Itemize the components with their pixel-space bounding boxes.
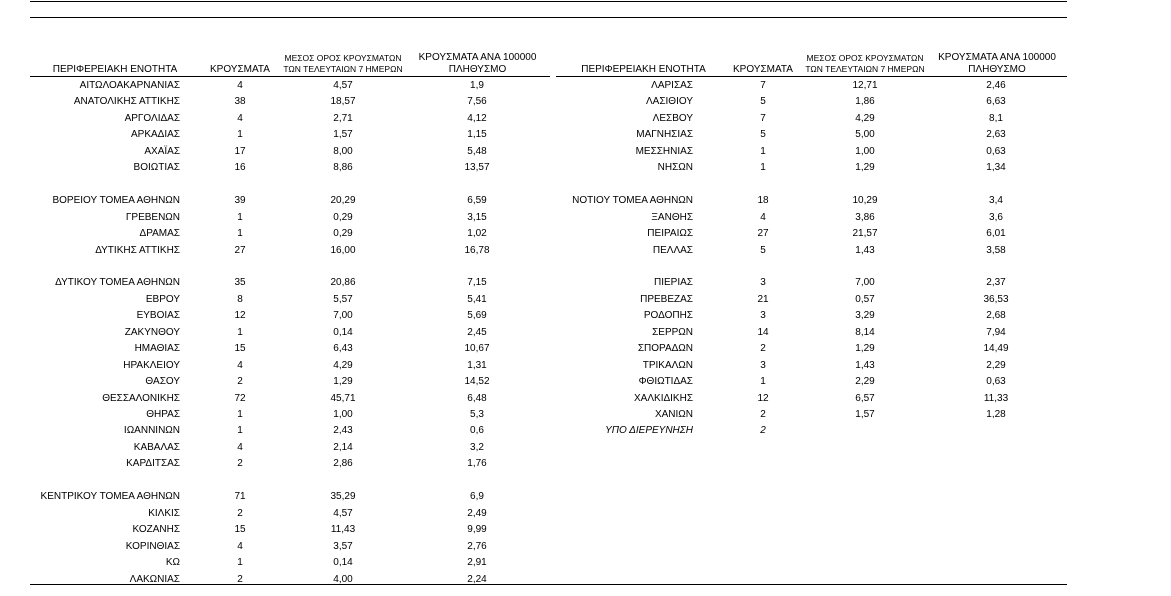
cell-region: ΠΡΕΒΕΖΑΣ bbox=[640, 293, 693, 305]
cell-avg: 2,71 bbox=[333, 112, 353, 124]
cell-cases: 1 bbox=[237, 409, 243, 420]
cell-avg: 0,57 bbox=[855, 293, 875, 305]
cell-avg: 1,00 bbox=[855, 145, 875, 157]
cell-region: ΛΑΚΩΝΙΑΣ bbox=[129, 573, 180, 585]
cell-per100k: 1,28 bbox=[986, 409, 1006, 420]
cell-region: ΝΟΤΙΟΥ ΤΟΜΕΑ ΑΘΗΝΩΝ bbox=[572, 195, 693, 207]
cell-cases: 27 bbox=[234, 244, 246, 256]
cell-per100k: 4,12 bbox=[467, 112, 487, 124]
cell-avg: 18,57 bbox=[330, 96, 356, 108]
cell-cases: 12 bbox=[234, 310, 246, 322]
cell-per100k: 9,99 bbox=[467, 524, 487, 536]
cell-avg: 45,71 bbox=[330, 392, 356, 404]
cell-per100k: 5,41 bbox=[467, 293, 487, 305]
cell-cases: 3 bbox=[760, 359, 766, 371]
cell-per100k: 0,6 bbox=[470, 425, 484, 437]
cell-cases: 38 bbox=[234, 96, 246, 108]
cell-avg: 2,86 bbox=[333, 458, 353, 470]
cell-avg: 1,29 bbox=[855, 343, 875, 355]
cell-avg: 2,43 bbox=[333, 425, 353, 437]
cell-per100k bbox=[956, 177, 1036, 194]
cell-per100k: 1,34 bbox=[986, 162, 1006, 174]
cell-region: ΑΝΑΤΟΛΙΚΗΣ ΑΤΤΙΚΗΣ bbox=[73, 96, 180, 108]
cell-per100k: 6,59 bbox=[467, 195, 487, 207]
cell-cases: 7 bbox=[760, 112, 766, 124]
cell-avg: 8,14 bbox=[855, 326, 875, 338]
cell-region: ΑΡΚΑΔΙΑΣ bbox=[131, 129, 180, 141]
cell-region bbox=[556, 177, 693, 194]
header-avg-line1-right: ΜΕΣΟΣ ΟΡΟΣ ΚΡΟΥΣΜΑΤΩΝ bbox=[806, 53, 924, 63]
cell-avg: 0,14 bbox=[333, 557, 353, 569]
cell-cases: 4 bbox=[237, 359, 243, 371]
cell-avg: 0,29 bbox=[333, 228, 353, 240]
cell-cases: 2 bbox=[760, 343, 766, 355]
cell-cases: 72 bbox=[234, 392, 246, 404]
cell-per100k: 2,63 bbox=[986, 129, 1006, 141]
right-header-rule bbox=[556, 76, 1067, 77]
cell-per100k: 1,02 bbox=[467, 228, 487, 240]
header-avg-line2-right: ΤΩΝ ΤΕΛΕΥΤΑΙΩΝ 7 ΗΜΕΡΩΝ bbox=[805, 64, 925, 74]
cell-cases: 1 bbox=[237, 228, 243, 240]
header-per100k-line2-right: ΠΛΗΘΥΣΜΟ bbox=[968, 64, 1026, 75]
cell-region bbox=[30, 259, 180, 276]
cell-region: ΒΟΡΕΙΟΥ ΤΟΜΕΑ ΑΘΗΝΩΝ bbox=[52, 195, 180, 207]
cell-per100k: 2,68 bbox=[986, 310, 1006, 322]
top-rule-1 bbox=[30, 1, 1067, 2]
cell-region: ΛΕΣΒΟΥ bbox=[652, 112, 693, 124]
cell-region: ΔΥΤΙΚΟΥ ΤΟΜΕΑ ΑΘΗΝΩΝ bbox=[55, 277, 180, 289]
cell-region: ΔΥΤΙΚΗΣ ΑΤΤΙΚΗΣ bbox=[95, 244, 180, 256]
cell-per100k: 1,31 bbox=[467, 359, 487, 371]
cell-avg: 4,57 bbox=[333, 80, 353, 91]
cell-cases: 12 bbox=[757, 392, 769, 404]
cell-region: ΚΑΒΑΛΑΣ bbox=[133, 441, 180, 453]
cell-avg: 4,29 bbox=[333, 359, 353, 371]
cell-avg: 2,29 bbox=[855, 376, 875, 388]
cell-cases: 2 bbox=[237, 376, 243, 388]
header-cases: ΚΡΟΥΣΜΑΤΑ bbox=[210, 64, 270, 75]
cell-region: ΠΙΕΡΙΑΣ bbox=[654, 277, 693, 289]
cell-cases: 1 bbox=[237, 129, 243, 141]
cell-per100k: 1,15 bbox=[467, 129, 487, 141]
cell-avg: 8,86 bbox=[333, 162, 353, 174]
cell-region: ΑΙΤΩΛΟΑΚΑΡΝΑΝΙΑΣ bbox=[79, 80, 180, 91]
cell-cases: 4 bbox=[760, 211, 766, 223]
cell-per100k: 6,01 bbox=[986, 228, 1006, 240]
cell-region: ΑΡΓΟΛΙΔΑΣ bbox=[124, 112, 180, 124]
cell-per100k: 5,48 bbox=[467, 145, 487, 157]
cell-per100k: 3,15 bbox=[467, 211, 487, 223]
cell-cases: 2 bbox=[237, 573, 243, 585]
cell-avg: 11,43 bbox=[330, 524, 356, 536]
cell-per100k: 7,15 bbox=[467, 277, 487, 289]
cell-cases: 1 bbox=[760, 162, 766, 174]
cell-per100k: 7,94 bbox=[986, 326, 1006, 338]
cell-avg: 3,57 bbox=[333, 540, 353, 552]
cell-per100k: 2,45 bbox=[467, 326, 487, 338]
cell-cases: 1 bbox=[237, 425, 243, 437]
cell-avg: 4,29 bbox=[855, 112, 875, 124]
cell-per100k: 36,53 bbox=[983, 293, 1009, 305]
cell-per100k bbox=[956, 259, 1036, 276]
cell-per100k: 7,56 bbox=[467, 96, 487, 108]
cell-cases bbox=[210, 473, 270, 490]
cell-per100k: 2,29 bbox=[986, 359, 1006, 371]
cell-cases: 5 bbox=[760, 96, 766, 108]
cell-avg: 1,57 bbox=[333, 129, 353, 141]
cell-avg bbox=[303, 259, 383, 276]
cell-region: ΓΡΕΒΕΝΩΝ bbox=[125, 211, 180, 223]
cell-per100k: 13,57 bbox=[464, 162, 490, 174]
cell-avg: 4,00 bbox=[333, 573, 353, 585]
cell-per100k: 11,33 bbox=[983, 392, 1009, 404]
cell-region: ΥΠΟ ΔΙΕΡΕΥΝΗΣΗ bbox=[605, 425, 693, 437]
cell-cases bbox=[210, 259, 270, 276]
cell-region: ΣΠΟΡΑΔΩΝ bbox=[637, 343, 693, 355]
cell-region: ΠΕΛΛΑΣ bbox=[652, 244, 693, 256]
cell-per100k: 1,76 bbox=[467, 458, 487, 470]
cell-per100k: 0,63 bbox=[986, 376, 1006, 388]
cell-cases: 1 bbox=[237, 211, 243, 223]
cell-region: ΚΑΡΔΙΤΣΑΣ bbox=[126, 458, 180, 470]
cell-cases: 4 bbox=[237, 540, 243, 552]
cell-region: ΚΙΛΚΙΣ bbox=[148, 507, 180, 519]
cell-avg: 5,57 bbox=[333, 293, 353, 305]
cell-cases: 71 bbox=[234, 491, 246, 503]
cell-region: ΠΕΙΡΑΙΩΣ bbox=[647, 228, 693, 240]
cell-per100k: 3,6 bbox=[989, 211, 1003, 223]
cell-per100k: 6,63 bbox=[986, 96, 1006, 108]
cell-avg: 1,29 bbox=[855, 162, 875, 174]
cell-region: ΕΥΒΟΙΑΣ bbox=[136, 310, 180, 322]
cell-region: ΧΑΝΙΩΝ bbox=[654, 409, 693, 420]
cell-cases: 4 bbox=[237, 441, 243, 453]
cell-cases: 35 bbox=[234, 277, 246, 289]
cell-avg bbox=[825, 177, 905, 194]
cell-cases: 3 bbox=[760, 310, 766, 322]
cell-avg: 20,86 bbox=[330, 277, 356, 289]
header-region: ΠΕΡΙΦΕΡΕΙΑΚΗ ΕΝΟΤΗΤΑ bbox=[52, 64, 178, 75]
cell-region: ΒΟΙΩΤΙΑΣ bbox=[133, 162, 180, 174]
header-per100k-line1-right: ΚΡΟΥΣΜΑΤΑ ΑΝΑ 100000 bbox=[938, 52, 1056, 63]
cell-per100k: 2,49 bbox=[467, 507, 487, 519]
cell-avg: 7,00 bbox=[333, 310, 353, 322]
header-avg-line1: ΜΕΣΟΣ ΟΡΟΣ ΚΡΟΥΣΜΑΤΩΝ bbox=[284, 53, 402, 63]
cell-per100k: 2,37 bbox=[986, 277, 1006, 289]
cell-per100k: 0,63 bbox=[986, 145, 1006, 157]
cell-region: ΣΕΡΡΩΝ bbox=[652, 326, 693, 338]
cell-per100k: 2,76 bbox=[467, 540, 487, 552]
cell-cases: 21 bbox=[757, 293, 769, 305]
cell-cases bbox=[733, 177, 793, 194]
cell-per100k: 2,91 bbox=[467, 557, 487, 569]
cell-cases bbox=[210, 177, 270, 194]
cell-region: ΡΟΔΟΠΗΣ bbox=[643, 310, 693, 322]
cell-cases: 15 bbox=[234, 524, 246, 536]
cell-region bbox=[30, 177, 180, 194]
cell-cases: 2 bbox=[760, 409, 766, 420]
cell-region bbox=[556, 259, 693, 276]
cell-avg: 2,14 bbox=[333, 441, 353, 453]
cell-per100k: 2,24 bbox=[467, 573, 487, 585]
cell-cases: 1 bbox=[237, 326, 243, 338]
cell-region: ΚΟΖΑΝΗΣ bbox=[132, 524, 180, 536]
cell-region: ΘΗΡΑΣ bbox=[146, 409, 180, 420]
cell-cases: 5 bbox=[760, 129, 766, 141]
header-region-right: ΠΕΡΙΦΕΡΕΙΑΚΗ ΕΝΟΤΗΤΑ bbox=[581, 64, 706, 75]
top-rule-2 bbox=[30, 17, 1067, 18]
cell-avg: 0,14 bbox=[333, 326, 353, 338]
cell-region: ΙΩΑΝΝΙΝΩΝ bbox=[123, 425, 180, 437]
cell-per100k: 6,48 bbox=[467, 392, 487, 404]
cell-per100k: 10,67 bbox=[464, 343, 490, 355]
cell-avg: 12,71 bbox=[852, 80, 878, 91]
cell-avg: 16,00 bbox=[330, 244, 356, 256]
cell-avg: 1,43 bbox=[855, 244, 875, 256]
cell-avg: 7,00 bbox=[855, 277, 875, 289]
cell-per100k bbox=[956, 423, 1036, 440]
cell-per100k: 3,58 bbox=[986, 244, 1006, 256]
cell-region: ΑΧΑΪΑΣ bbox=[144, 145, 180, 157]
bottom-rule bbox=[30, 584, 1067, 585]
cell-avg: 1,86 bbox=[855, 96, 875, 108]
cell-per100k bbox=[437, 473, 517, 490]
cell-region: ΛΑΡΙΣΑΣ bbox=[651, 80, 693, 91]
header-avg-line2: ΤΩΝ ΤΕΛΕΥΤΑΙΩΝ 7 ΗΜΕΡΩΝ bbox=[283, 64, 403, 74]
cell-cases: 8 bbox=[237, 293, 243, 305]
cell-cases: 27 bbox=[757, 228, 769, 240]
cell-cases: 39 bbox=[234, 195, 246, 207]
cell-region: ΘΑΣΟΥ bbox=[145, 376, 180, 388]
cell-region: ΜΕΣΣΗΝΙΑΣ bbox=[635, 145, 693, 157]
cell-cases bbox=[733, 259, 793, 276]
cell-per100k: 3,2 bbox=[470, 441, 484, 453]
cell-region: ΧΑΛΚΙΔΙΚΗΣ bbox=[634, 392, 693, 404]
cell-per100k bbox=[437, 259, 517, 276]
cell-per100k: 14,52 bbox=[464, 376, 490, 388]
cell-region: ΤΡΙΚΑΛΩΝ bbox=[642, 359, 693, 371]
cell-avg: 21,57 bbox=[852, 228, 878, 240]
cell-region: ΛΑΣΙΘΙΟΥ bbox=[646, 96, 693, 108]
cell-avg: 3,86 bbox=[855, 211, 875, 223]
cell-region: ΦΘΙΩΤΙΔΑΣ bbox=[638, 376, 693, 388]
cell-cases: 17 bbox=[234, 145, 246, 157]
cell-avg: 6,57 bbox=[855, 392, 875, 404]
cell-avg: 3,29 bbox=[855, 310, 875, 322]
cell-region: ΚΩ bbox=[165, 557, 180, 569]
cell-cases: 18 bbox=[757, 195, 769, 207]
cell-avg: 4,57 bbox=[333, 507, 353, 519]
cell-avg: 10,29 bbox=[852, 195, 878, 207]
cell-cases: 2 bbox=[760, 425, 766, 437]
cell-cases: 14 bbox=[757, 326, 769, 338]
cell-region: ΞΑΝΘΗΣ bbox=[651, 211, 693, 223]
header-per100k-line1: ΚΡΟΥΣΜΑΤΑ ΑΝΑ 100000 bbox=[418, 52, 537, 63]
cell-avg bbox=[303, 473, 383, 490]
cell-avg: 6,43 bbox=[333, 343, 353, 355]
cell-cases: 2 bbox=[237, 458, 243, 470]
cell-region bbox=[30, 473, 180, 490]
cell-avg bbox=[303, 177, 383, 194]
header-per100k-line2: ΠΛΗΘΥΣΜΟ bbox=[448, 64, 507, 75]
cell-cases: 15 bbox=[234, 343, 246, 355]
cell-cases: 2 bbox=[237, 507, 243, 519]
cell-per100k: 14,49 bbox=[983, 343, 1009, 355]
left-header-rule bbox=[30, 76, 550, 77]
cell-region: ΔΡΑΜΑΣ bbox=[139, 228, 180, 240]
cell-cases: 4 bbox=[237, 112, 243, 124]
cell-cases: 1 bbox=[760, 145, 766, 157]
cell-avg: 35,29 bbox=[330, 491, 356, 503]
cell-cases: 16 bbox=[234, 162, 246, 174]
cell-cases: 1 bbox=[760, 376, 766, 388]
cell-avg: 1,43 bbox=[855, 359, 875, 371]
cell-cases: 5 bbox=[760, 244, 766, 256]
cell-avg: 20,29 bbox=[330, 195, 356, 207]
cell-region: ΖΑΚΥΝΘΟΥ bbox=[124, 326, 180, 338]
cell-cases: 4 bbox=[237, 80, 243, 91]
cell-per100k bbox=[437, 177, 517, 194]
cell-region: ΜΑΓΝΗΣΙΑΣ bbox=[636, 129, 693, 141]
cell-avg: 1,00 bbox=[333, 409, 353, 420]
cell-per100k: 5,69 bbox=[467, 310, 487, 322]
cell-avg: 1,57 bbox=[855, 409, 875, 420]
cell-region: ΗΜΑΘΙΑΣ bbox=[134, 343, 180, 355]
cell-region: ΚΟΡΙΝΘΙΑΣ bbox=[125, 540, 180, 552]
cell-avg bbox=[825, 259, 905, 276]
cell-cases: 7 bbox=[760, 80, 766, 91]
cell-per100k: 16,78 bbox=[464, 244, 490, 256]
cell-cases: 1 bbox=[237, 557, 243, 569]
cell-cases: 3 bbox=[760, 277, 766, 289]
cell-avg bbox=[825, 423, 905, 440]
cell-region: ΗΡΑΚΛΕΙΟΥ bbox=[123, 359, 180, 371]
cell-per100k: 2,46 bbox=[986, 80, 1006, 91]
cell-avg: 8,00 bbox=[333, 145, 353, 157]
cell-avg: 1,29 bbox=[333, 376, 353, 388]
cell-per100k: 6,9 bbox=[470, 491, 484, 503]
cell-per100k: 8,1 bbox=[989, 112, 1003, 124]
cell-region: ΚΕΝΤΡΙΚΟΥ ΤΟΜΕΑ ΑΘΗΝΩΝ bbox=[40, 491, 180, 503]
header-cases-right: ΚΡΟΥΣΜΑΤΑ bbox=[733, 64, 793, 75]
cell-avg: 0,29 bbox=[333, 211, 353, 223]
cell-per100k: 1,9 bbox=[470, 80, 484, 91]
cell-per100k: 5,3 bbox=[470, 409, 484, 420]
cell-region: ΘΕΣΣΑΛΟΝΙΚΗΣ bbox=[102, 392, 180, 404]
cell-region: ΝΗΣΩΝ bbox=[657, 162, 693, 174]
cell-region: ΕΒΡΟΥ bbox=[145, 293, 180, 305]
cell-per100k: 3,4 bbox=[989, 195, 1003, 207]
cell-avg: 5,00 bbox=[855, 129, 875, 141]
